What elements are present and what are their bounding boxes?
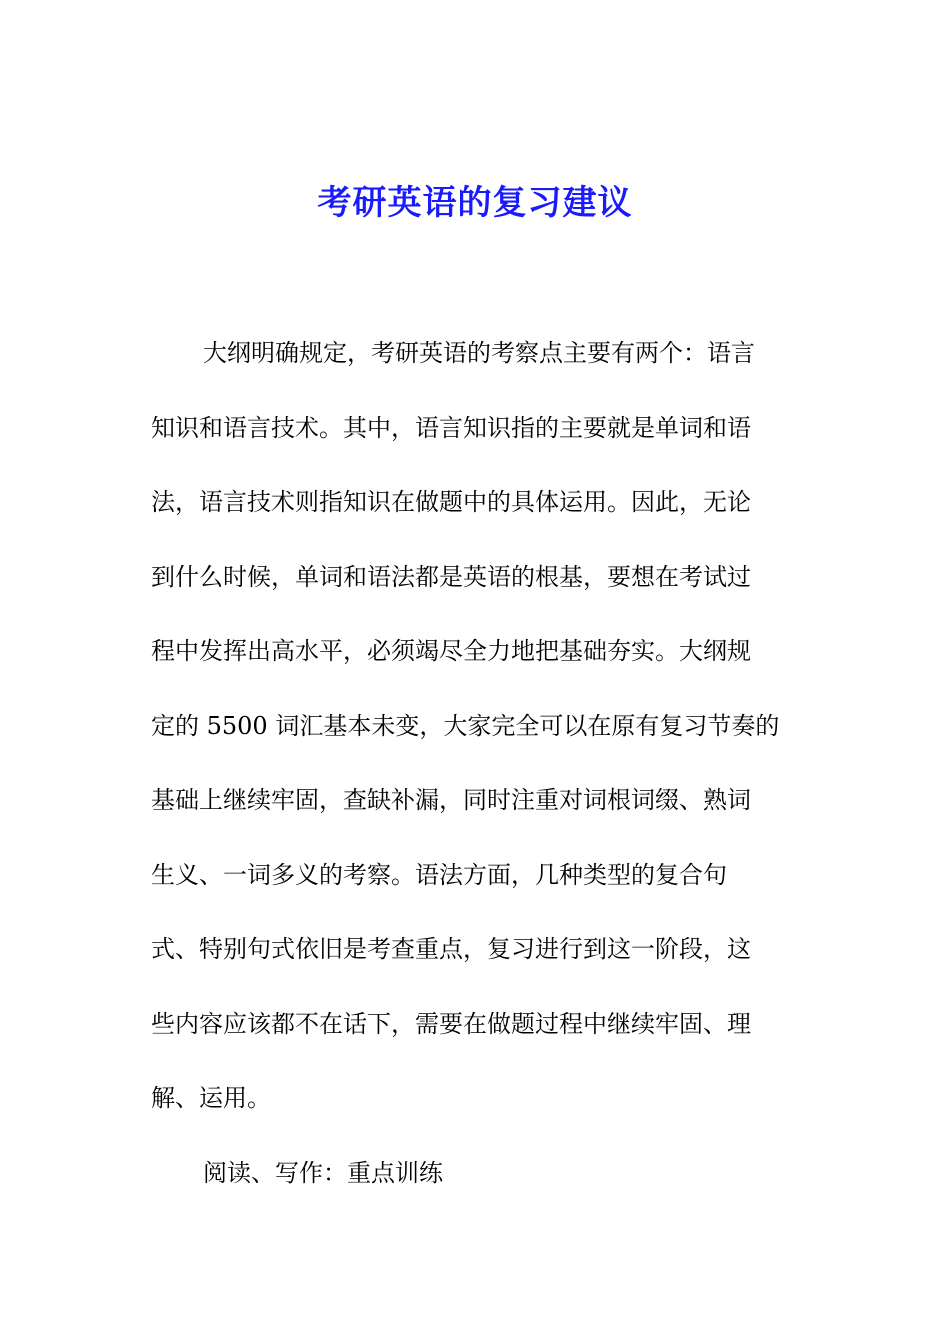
paragraph-line-5: 程中发挥出高水平，必须竭尽全力地把基础夯实。大纲规: [151, 637, 751, 665]
paragraph-line-2: 知识和语言技术。其中，语言知识指的主要就是单词和语: [151, 413, 751, 442]
section-heading-reading-writing: 阅读、写作：重点训练: [203, 1158, 443, 1187]
paragraph-line-6: 定的 5500 词汇基本未变，大家完全可以在原有复习节奏的: [151, 711, 780, 740]
document-body: [151, 328, 811, 1222]
paragraph-line-7: 基础上继续牢固，查缺补漏，同时注重对词根词缀、熟词: [151, 786, 751, 814]
paragraph-line-1: 大纲明确规定，考研英语的考察点主要有两个：语言: [203, 339, 755, 367]
paragraph-line-10: 些内容应该都不在话下，需要在做题过程中继续牢固、理: [151, 1009, 751, 1038]
paragraph-line-4: 到什么时候，单词和语法都是英语的根基，要想在考试过: [151, 562, 751, 591]
document-title: 考研英语的复习建议: [317, 183, 633, 223]
paragraph-line-8: 生义、一词多义的考察。语法方面，几种类型的复合句: [151, 860, 727, 889]
paragraph-line-9: 式、特别句式依旧是考查重点，复习进行到这一阶段，这: [151, 935, 751, 963]
paragraph-line-3: 法，语言技术则指知识在做题中的具体运用。因此，无论: [151, 488, 751, 516]
paragraph-line-11: 解、运用。: [151, 1084, 271, 1112]
